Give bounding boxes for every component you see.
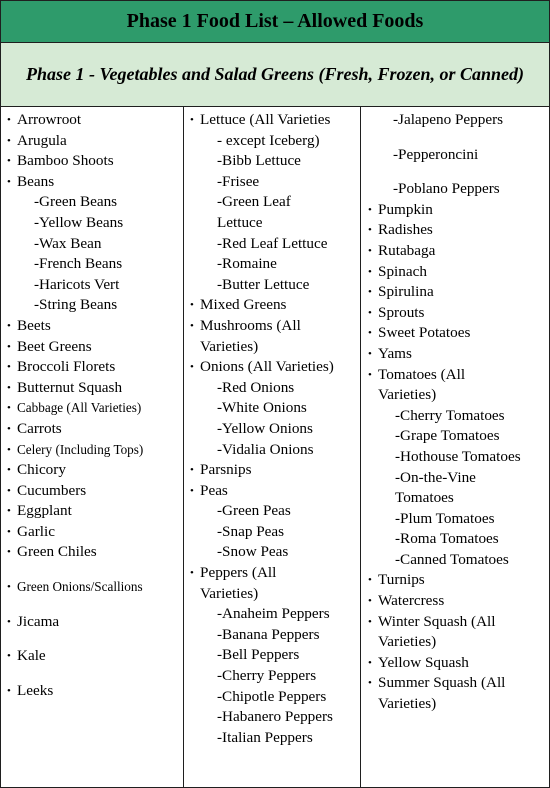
list-item: • Pumpkin — [368, 200, 549, 221]
sub-item: -Cherry Peppers — [217, 667, 317, 685]
list-item: • Arugula — [7, 131, 183, 152]
list-item: • Peppers (All Varieties) -Anaheim Peppers -Banana Peppers -Bell Peppers -Cherry Peppers -Chipotle Peppers -Habanero Peppers -Italian Peppers — [190, 563, 360, 748]
sub-item: -White Onions — [217, 399, 307, 417]
sub-item: -Cherry Tomatoes — [395, 406, 505, 424]
sub-item: -Green Beans — [34, 193, 118, 211]
sub-item: -Snap Peas — [217, 522, 285, 540]
sub-item: -Yellow Onions — [217, 419, 313, 437]
list-item: • Spirulina — [368, 282, 549, 303]
list-item: • Leeks — [7, 681, 183, 702]
list-item: • Beet Greens — [7, 337, 183, 358]
sub-item: -Habanero Peppers — [217, 708, 333, 726]
table-title: Phase 1 Food List – Allowed Foods — [1, 1, 549, 43]
list-item: • Chicory — [7, 460, 183, 481]
list-item: • Lettuce (All Varieties - except Iceberg) -Bibb Lettuce -Frisee -Green Leaf Lettuce -Red Leaf Lettuce -Romaine -Butter Lettuce — [190, 110, 360, 295]
sub-item: -Red Onions — [217, 378, 295, 396]
food-columns — [1, 107, 549, 787]
list-item: • Sprouts — [368, 303, 549, 324]
sub-item: -Banana Peppers — [217, 625, 320, 643]
sub-item: -Yellow Beans — [34, 213, 124, 231]
sub-item: -Wax Bean — [34, 234, 102, 252]
sub-item: -French Beans — [34, 255, 123, 273]
column-2 — [184, 107, 361, 787]
list-item: • Carrots — [7, 419, 183, 440]
sub-item: - except Iceberg) — [217, 131, 320, 149]
list-item: • Cabbage (All Varieties) — [7, 398, 183, 419]
list-item: • Watercress — [368, 591, 549, 612]
sub-item: -Haricots Vert — [34, 275, 120, 293]
list-item: • Mixed Greens — [190, 295, 360, 316]
list-item: • Arrowroot — [7, 110, 183, 131]
sub-item: -On-the-Vine Tomatoes — [395, 468, 476, 507]
sub-item: -Grape Tomatoes — [395, 427, 500, 445]
list-item: • Eggplant — [7, 501, 183, 522]
sub-item: -Roma Tomatoes — [395, 530, 499, 548]
list-item: • Green Onions/Scallions — [7, 577, 183, 598]
list-item: • Parsnips — [190, 460, 360, 481]
list-item: • Onions (All Varieties) -Red Onions -White Onions -Yellow Onions -Vidalia Onions — [190, 357, 360, 460]
column-3 — [361, 107, 549, 787]
list-item: • Jicama — [7, 612, 183, 633]
sub-item: -String Beans — [34, 296, 118, 314]
column-1 — [1, 107, 184, 787]
sub-item: -Chipotle Peppers — [217, 687, 327, 705]
sub-item: -Italian Peppers — [217, 728, 313, 746]
section-heading: Phase 1 - Vegetables and Salad Greens (Fresh, Frozen, or Canned) — [1, 43, 549, 107]
sub-item: -Green Peas — [217, 502, 291, 520]
list-item: • Yellow Squash — [368, 653, 549, 674]
sub-item: -Snow Peas — [217, 543, 289, 561]
list-item: • Tomatoes (All Varieties) -Cherry Tomatoes -Grape Tomatoes -Hothouse Tomatoes -On-the-Vine Tomatoes -Plum Tomatoes -Roma Tomatoes -Canned Tomatoes — [368, 365, 549, 571]
list-item: • Spinach — [368, 262, 549, 283]
sub-item: -Bibb Lettuce — [217, 152, 301, 170]
sub-item: -Vidalia Onions — [217, 440, 314, 458]
list-item: • Kale — [7, 646, 183, 667]
sub-item: -Anaheim Peppers — [217, 605, 330, 623]
sub-item: -Bell Peppers — [217, 646, 300, 664]
list-item: • Cucumbers — [7, 481, 183, 502]
sub-item: -Poblano Peppers — [393, 180, 500, 198]
sub-item: -Plum Tomatoes — [395, 509, 495, 527]
list-item: • Garlic — [7, 522, 183, 543]
list-item: • Butternut Squash — [7, 378, 183, 399]
list-item: • Yams — [368, 344, 549, 365]
sub-item: -Canned Tomatoes — [395, 550, 509, 568]
list-item: • Beans -Green Beans -Yellow Beans -Wax Bean -French Beans -Haricots Vert -String Beans — [7, 172, 183, 316]
list-item: • Sweet Potatoes — [368, 323, 549, 344]
list-item: • Winter Squash (All Varieties) — [368, 612, 549, 653]
list-item: • Bamboo Shoots — [7, 151, 183, 172]
sub-item: -Green Leaf Lettuce — [217, 193, 291, 231]
list-item: • Peas -Green Peas -Snap Peas -Snow Peas — [190, 481, 360, 563]
sub-item: -Red Leaf Lettuce — [217, 234, 328, 252]
list-item: • Celery (Including Tops) — [7, 440, 183, 461]
sub-item: -Romaine — [217, 255, 277, 273]
list-item: • Turnips — [368, 570, 549, 591]
list-item: • Broccoli Florets — [7, 357, 183, 378]
sub-item: -Frisee — [217, 172, 260, 190]
sub-item: -Hothouse Tomatoes — [395, 447, 521, 465]
list-item: • Rutabaga — [368, 241, 549, 262]
sub-item: -Jalapeno Peppers — [393, 111, 504, 128]
list-item: • Beets — [7, 316, 183, 337]
sub-item: -Butter Lettuce — [217, 275, 310, 293]
list-item: • Mushrooms (All Varieties) — [190, 316, 360, 357]
sub-item: -Pepperoncini — [393, 145, 479, 163]
list-item: • Radishes — [368, 220, 549, 241]
list-item: • Green Chiles — [7, 542, 183, 563]
list-item: • Summer Squash (All Varieties) — [368, 673, 549, 714]
